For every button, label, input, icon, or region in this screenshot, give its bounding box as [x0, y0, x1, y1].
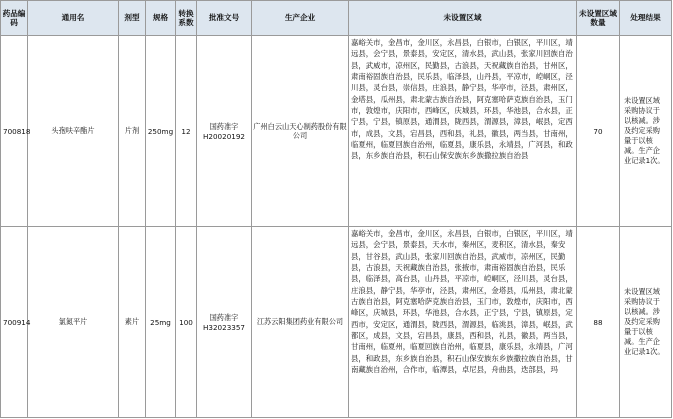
- cell-areas: 嘉峪关市，金昌市，金川区，永昌县，白银市，白银区，平川区，靖远县，会宁县，景泰县，天水市，秦州区，麦积区，清水县，秦安县，甘谷县，武山县，张家川回族自治县，武威市，凉州区，民勤县，古浪县，天祝藏族自治县，张掖市，肃南裕固族自治县，民乐县，临泽县，高台县，山丹县，平凉市，崆峒区，泾川县，灵台县，庄浪县，静宁县，华亭市，泾县，肃州区，金塔县，瓜州县，肃北蒙古族自治县，阿克塞哈萨克族自治县，玉门市，敦煌市，庆阳市，西峰区，庆城县，环县，华池县，合水县，正宁县，宁县，镇原县，定西市，安定区，通渭县，陇西县，渭源县，临洮县，漳县，岷县，武都区，成县，文县，宕昌县，康县，西和县，礼县，徽县，两当县，甘南州，临夏州，临夏回族自治州，临夏县，康乐县，永靖县，广河县，和政县，东乡族自治县，积石山保安族东乡族撒拉族自治县，甘南藏族自治州，合作市，临潭县，卓尼县，舟曲县，迭部县，玛: [349, 227, 577, 418]
- header-approval: 批准文号: [197, 1, 252, 36]
- header-conv: 转换系数: [176, 1, 197, 36]
- header-spec: 规格: [146, 1, 176, 36]
- cell-approval: 国药准字H32023357: [197, 227, 252, 418]
- header-result: 处理结果: [620, 1, 672, 36]
- cell-approval: 国药准字H20020192: [197, 36, 252, 227]
- cell-result: 未设置区域采购协议于以核减。涉及约定采购量于以核减。生产企业记录1次。: [620, 36, 672, 227]
- header-count: 未设置区域数量: [577, 1, 620, 36]
- table-row: [1, 227, 672, 418]
- cell-conv: 12: [176, 36, 197, 227]
- header-areas: 未设置区域: [349, 1, 577, 36]
- cell-code: 700818: [1, 36, 28, 227]
- cell-result: 未设置区域采购协议于以核减。涉及约定采购量于以核减。生产企业记录1次。: [620, 227, 672, 418]
- cell-form: 片剂: [119, 36, 146, 227]
- cell-conv: 100: [176, 227, 197, 418]
- header-name: 通用名: [28, 1, 119, 36]
- cell-manufacturer: 江苏云阳集团药业有限公司: [252, 227, 349, 418]
- cell-name: 头孢呋辛酯片: [28, 36, 119, 227]
- cell-areas: 嘉峪关市，金昌市，金川区，永昌县，白银市，白银区，平川区，靖远县，会宁县，景泰县，安定区，清水县，武山县，张家川回族自治县，武威市，凉州区，民勤县，古浪县，天祝藏族自治县，甘州区，肃南裕固族自治县，民乐县，临泽县，山丹县，平凉市，崆峒区，泾川县，灵台县，崇信县，庄浪县，静宁县，华亭市，泾县，肃州区，金塔县，瓜州县，肃北蒙古族自治县，阿克塞哈萨克族自治县，玉门市，敦煌市，庆阳市，西峰区，庆城县，环县，华池县，合水县，正宁县，宁县，镇原县，通渭县，陇西县，渭源县，漳县，岷县，定西市，成县，文县，宕昌县，西和县，礼县，徽县，两当县，甘南州，临夏州，临夏回族自治州，临夏县，康乐县，永靖县，广河县，和政县，东乡族自治县，积石山保安族东乡族撒拉族自治县: [349, 36, 577, 227]
- header-manufacturer: 生产企业: [252, 1, 349, 36]
- cell-form: 素片: [119, 227, 146, 418]
- cell-spec: 25mg: [146, 227, 176, 418]
- header-code: 药品编码: [1, 1, 28, 36]
- cell-manufacturer: 广州白云山天心制药股份有限公司: [252, 36, 349, 227]
- cell-code: 700914: [1, 227, 28, 418]
- header-form: 剂型: [119, 1, 146, 36]
- cell-spec: 250mg: [146, 36, 176, 227]
- cell-count: 70: [577, 36, 620, 227]
- table-header-row: [1, 1, 672, 36]
- cell-name: 氯氮平片: [28, 227, 119, 418]
- table-row: [1, 36, 672, 227]
- cell-count: 88: [577, 227, 620, 418]
